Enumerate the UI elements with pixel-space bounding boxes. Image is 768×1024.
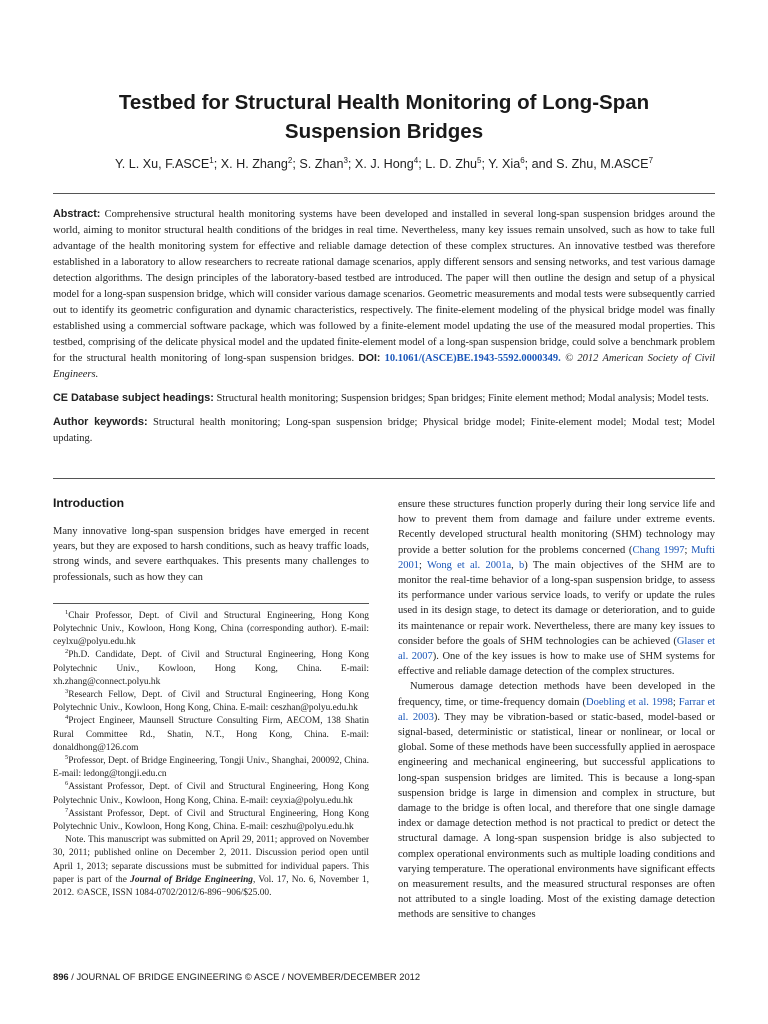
footnote: $^1$Chair Professor, Dept. of Civil and Structural Engineering, Hong Kong Polytechnic Univ., Kowloon, Hong Kong, China (corresponding author). E-mail: ceylxu@polyu.edu.hk [53, 608, 369, 648]
journal-name: Journal of Bridge Engineering [130, 874, 253, 885]
page-number: 896 [53, 971, 69, 982]
doi-label: DOI: [358, 353, 381, 364]
citation-link[interactable]: Glaser et al. 2007 [398, 635, 715, 663]
abstract-paragraph [53, 206, 715, 383]
citation-link[interactable]: b [519, 559, 525, 571]
left-column [53, 496, 369, 900]
author-keywords-paragraph [53, 414, 715, 447]
intro-paragraph-right-2: Numerous damage detection methods have been developed in the frequency, time, or time-frequency domain (Doebling et al. 1998; Farrar et al. 2003). They may be vibration-based or static-based, model-based or signal-based, deterministic or statistical, linear or nonlinear, or local or global. Some of these methods have been successfully applied in aerospace engineering and mechanical engineering, but successful applications to long-span suspension bridges are limited. This is because a long-span suspension bridge is large in dimension and complex in structure, but damage to the bridge is often local, and therefore that one single damage index or damage detection method is not practical to predict or detect the structural damage. A long-span suspension bridge is also subjected to complex operational environments such as multiple loading conditions and varying temperature. The operational environments have significant effects on measurement results, and the measured structural responses are often not attributed to a single loading. Most of the existing damage detection methods are sensitive to changes [398, 681, 716, 921]
abstract-label: Abstract: [53, 208, 101, 220]
footnote-rule [53, 603, 369, 604]
citation-link[interactable]: Wong et al. 2001a [427, 559, 512, 571]
author: S. Zhu, M.ASCE$^7$ [556, 156, 654, 171]
ce-headings-label: CE Database subject headings: [53, 392, 214, 404]
title-line-2: Suspension Bridges [284, 120, 484, 143]
paper-title [60, 88, 708, 146]
page-footer [53, 971, 715, 982]
copyright-text: © 2012 American Society of Civil Engineers. [53, 353, 716, 380]
footnote: $^2$Ph.D. Candidate, Dept. of Civil and Structural Engineering, Hong Kong Polytechnic Univ., Kowloon, Hong Kong, China. E-mail: xh.zhang@connect.polyu.hk [53, 648, 369, 687]
author: X. J. Hong$^4$; [354, 156, 426, 171]
citation-link[interactable]: Chang 1997 [632, 544, 685, 556]
footnote: $^4$Project Engineer, Maunsell Structure Consulting Firm, AECOM, 138 Shatin Rural Committee Rd., Shatin, N.T., Hong Kong, China. E-mail: donaldhong@126.com [53, 714, 369, 753]
doi-link[interactable]: 10.1061/(ASCE)BE.1943-5592.0000349. [384, 353, 561, 364]
footnote: $^5$Professor, Dept. of Bridge Engineering, Tongji Univ., Shanghai, 200092, China. E-mail: ledong@tongji.edu.cn [53, 754, 369, 780]
right-column [398, 497, 715, 923]
citation-link[interactable]: Farrar et al. 2003 [398, 696, 716, 723]
intro-paragraph-left: Many innovative long-span suspension bridges have emerged in recent years, but they are exposed to harsh conditions, such as heavy traffic loads, strong winds, and severe earthquakes. This presents many challenges to professionals, such as how they can [53, 526, 369, 583]
footnote: $^3$Research Fellow, Dept. of Civil and Structural Engineering, Hong Kong Polytechnic Univ., Kowloon, Hong Kong, China. E-mail: ceszhan@polyu.edu.hk [53, 688, 369, 714]
footnote: $^7$Assistant Professor, Dept. of Civil and Structural Engineering, Hong Kong Polytechnic Univ., Kowloon, Hong Kong, China. E-mail: ceszhu@polyu.edu.hk [53, 806, 369, 833]
ce-headings-paragraph [53, 390, 715, 407]
abstract-top-rule [53, 193, 715, 194]
author: S. Zhan$^3$; [299, 156, 355, 171]
author: Y. L. Xu, F.ASCE$^1$; [114, 156, 221, 171]
author-keywords-label: Author keywords: [53, 416, 148, 428]
author-keywords-text: Structural health monitoring; Long-span suspension bridge; Physical bridge model; Finite-element model; Modal test; Model updating. [53, 417, 715, 444]
ce-headings-text: Structural health monitoring; Suspension bridges; Span bridges; Finite element method; Modal analysis; Model tests. [216, 393, 709, 404]
author: X. H. Zhang$^2$; [220, 156, 300, 171]
section-heading-introduction: Introduction [53, 496, 125, 510]
author: L. D. Zhu$^5$; [425, 156, 489, 171]
author-list [40, 155, 728, 173]
intro-paragraph-right-1: ensure these structures function properly during their long service life and how to prevent them from damage and failure under extreme events. Recently developed structural health monitoring (SHM) technology may provide a better solution for the problems concerned (Chang 1997; Mufti 2001; Wong et al. 2001a, b) The main objectives of the SHM are to monitor the real-time behavior of a long-span suspension bridge, to assess its performance under various service loads, to verify or update the rules used in its design stage, to detect its damage or deterioration, and to guide its maintenance or repair work. Nevertheless, there are many key issues to consider before the goals of SHM technologies can be achieved (Glaser et al. 2007). One of the key issues is how to make use of SHM systems for effective and reliable damage detection of the complex structures. [398, 499, 715, 678]
abstract-section [53, 206, 715, 454]
footer-journal-text: / JOURNAL OF BRIDGE ENGINEERING © ASCE / NOVEMBER/DECEMBER 2012 [68, 971, 421, 982]
author: Y. Xia$^6$; and [488, 156, 557, 171]
abstract-bottom-rule [53, 478, 715, 479]
footnote: $^6$Assistant Professor, Dept. of Civil and Structural Engineering, Hong Kong Polytechnic Univ., Kowloon, Hong Kong, China. E-mail: ceyxia@polyu.edu.hk [53, 780, 369, 806]
abstract-text: Comprehensive structural health monitoring systems have been developed and installed in several long-span suspension bridges around the world, aiming to monitor structural health conditions of the bridges in real time. Nevertheless, many key issues remain unsolved, such as how to take full advantage of the health monitoring system for effective and reliable damage detection of these complex structures. An innovative testbed was therefore established in a laboratory to allow researchers to recreate rational damage scenarios, apply different sensors and sensing networks, and test various damage detection algorithms. The design principles of the laboratory-based testbed are introduced. The paper will then outline the design and setup of a physical model for a long-span suspension bridge, which will consider various damage scenarios. Geometric measurements and modal tests were subsequently carried out to identify its geometric configuration and dynamic characteristics, respectively. The finite-element modeling of the physical bridge model was finally established using a commercial software package, which was followed by a finite-element model updating the use of the measured modal properties. This testbed, comprising of the delicate physical model and the updated finite-element model of a long-span suspension bridge, could solve a benchmark problem for the structural health monitoring of long-span suspension bridges. [53, 209, 715, 364]
manuscript-note: Note. This manuscript was submitted on April 29, 2011; approved on November 30, 2011; published online on December 2, 2011. Discussion period open until April 1, 2013; separate discussions must be submitted for individual papers. This paper is part of the Journal of Bridge Engineering, Vol. 17, No. 6, November 1, 2012. ©ASCE, ISSN 1084-0702/2012/6-896−906/$25.00. [53, 835, 369, 899]
citation-link[interactable]: Mufti 2001 [398, 544, 715, 571]
title-line-1: Testbed for Structural Health Monitoring of Long-Span [118, 91, 650, 114]
citation-link[interactable]: Doebling et al. 1998 [586, 696, 673, 708]
footnotes [53, 610, 369, 900]
